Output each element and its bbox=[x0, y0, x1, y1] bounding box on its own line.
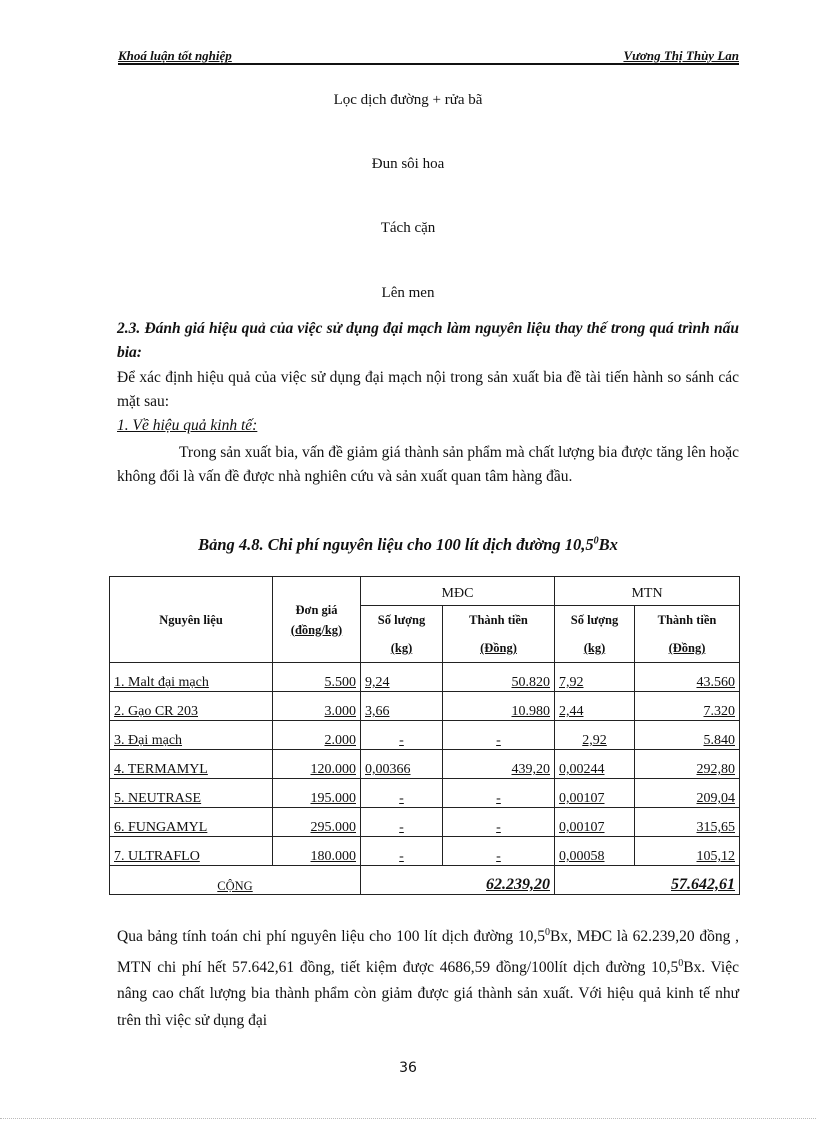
cell-price: 195.000 bbox=[273, 779, 361, 808]
col-qty-label: Số lượng bbox=[570, 613, 619, 627]
subheading: 1. Về hiệu quả kinh tế: bbox=[117, 417, 258, 434]
section-paragraph: Trong sản xuất bia, vấn đề giảm giá thành sản phẩm mà chất lượng bia được tăng lên hoặc không đổi là vấn đề được nhà nghiên cứu và sản xuất quan tâm hàng đầu. bbox=[117, 444, 739, 485]
table-row bbox=[110, 750, 740, 779]
group-mtn: MTN bbox=[555, 577, 740, 606]
header-right: Vương Thị Thùy Lan bbox=[623, 48, 739, 63]
caption-main: Bảng 4.8. Chi phí nguyên liệu cho 100 lít dịch đường 10,5 bbox=[198, 535, 594, 554]
cell-qty-mtn: 0,00107 bbox=[555, 779, 635, 808]
caption-unit: Bx bbox=[598, 535, 618, 554]
col-qty-unit: (kg) bbox=[390, 641, 413, 655]
cell-qty-mdc: 3,66 bbox=[361, 692, 443, 721]
col-qty-1 bbox=[361, 606, 443, 663]
cell-price: 295.000 bbox=[273, 808, 361, 837]
flow-step: Lên men bbox=[381, 285, 435, 301]
conclusion-sup-2: 0 bbox=[678, 957, 684, 969]
col-amount-1 bbox=[443, 606, 555, 663]
total-mdc: 62.239,20 bbox=[361, 866, 555, 895]
table-row bbox=[110, 692, 740, 721]
cell-amount-mtn: 105,12 bbox=[635, 837, 740, 866]
cell-price: 120.000 bbox=[273, 750, 361, 779]
cell-price: 5.500 bbox=[273, 663, 361, 692]
cell-amount-mdc: - bbox=[443, 721, 555, 750]
cell-amount-mtn: 5.840 bbox=[635, 721, 740, 750]
cell-qty-mtn: 2,44 bbox=[555, 692, 635, 721]
cell-name: 4. TERMAMYL bbox=[110, 750, 273, 779]
flow-step: Lọc dịch đường + rửa bã bbox=[333, 92, 483, 108]
col-unit-price bbox=[273, 577, 361, 663]
table-row bbox=[110, 663, 740, 692]
cell-amount-mdc: - bbox=[443, 808, 555, 837]
table-row bbox=[110, 808, 740, 837]
col-qty-2 bbox=[555, 606, 635, 663]
cell-qty-mtn: 7,92 bbox=[555, 663, 635, 692]
table-caption bbox=[0, 535, 816, 555]
col-amount-label: Thành tiền bbox=[657, 613, 717, 627]
col-material: Nguyên liệu bbox=[110, 577, 273, 663]
cell-price: 180.000 bbox=[273, 837, 361, 866]
col-qty-label: Số lượng bbox=[377, 613, 426, 627]
cell-amount-mtn: 315,65 bbox=[635, 808, 740, 837]
conclusion-part-3: Bx. Việc nâng cao chất lượng bia thành phẩm còn giảm được giá thành sản xuất. Với hiệu quả kinh tế như trên thì việc sử dụng đại bbox=[117, 958, 739, 1029]
cell-name: 5. NEUTRASE bbox=[110, 779, 273, 808]
table-row bbox=[110, 721, 740, 750]
table-row bbox=[110, 779, 740, 808]
cell-name: 1. Malt đại mạch bbox=[110, 663, 273, 692]
cell-qty-mtn: 0,00244 bbox=[555, 750, 635, 779]
cell-amount-mtn: 292,80 bbox=[635, 750, 740, 779]
col-unit-price-label: Đơn giá bbox=[295, 602, 338, 617]
conclusion-paragraph bbox=[117, 920, 739, 1034]
caption-sup: 0 bbox=[593, 535, 599, 547]
conclusion-part-1: Qua bảng tính toán chi phí nguyên liệu cho 100 lít dịch đường 10,5 bbox=[117, 928, 546, 946]
header-left: Khoá luận tốt nghiệp bbox=[118, 48, 232, 63]
cell-qty-mtn: 0,00058 bbox=[555, 837, 635, 866]
col-amount-label: Thành tiền bbox=[469, 613, 528, 627]
col-amount-unit: (Đồng) bbox=[480, 641, 517, 655]
cell-qty-mdc: - bbox=[361, 808, 443, 837]
cell-qty-mdc: - bbox=[361, 779, 443, 808]
cost-table bbox=[109, 576, 740, 895]
cell-qty-mtn: 0,00107 bbox=[555, 808, 635, 837]
cell-amount-mtn: 43.560 bbox=[635, 663, 740, 692]
cell-qty-mdc: 0,00366 bbox=[361, 750, 443, 779]
footer-rule bbox=[0, 1118, 816, 1120]
flow-step: Tách cặn bbox=[380, 220, 436, 236]
col-qty-unit: (kg) bbox=[583, 641, 606, 655]
cell-qty-mdc: - bbox=[361, 837, 443, 866]
cell-qty-mdc: 9,24 bbox=[361, 663, 443, 692]
cell-qty-mtn: 2,92 bbox=[555, 721, 635, 750]
conclusion-sup-1: 0 bbox=[545, 927, 551, 938]
section-heading: 2.3. Đánh giá hiệu quả của việc sử dụng đại mạch làm nguyên liệu thay thế trong quá trình nấu bia: bbox=[117, 320, 739, 361]
cell-amount-mtn: 209,04 bbox=[635, 779, 740, 808]
col-amount-unit: (Đồng) bbox=[668, 641, 706, 655]
group-mdc: MĐC bbox=[361, 577, 555, 606]
header-rule bbox=[118, 63, 739, 65]
cell-amount-mdc: - bbox=[443, 837, 555, 866]
conclusion-part-2: Bx, MĐC là 62.239,20 đồng , MTN chi phí hết 57.642,61 đồng, tiết kiệm được 4686,59 đồng/100lít dịch đường 10,5 bbox=[117, 928, 740, 976]
col-amount-2 bbox=[635, 606, 740, 663]
page-number: 36 bbox=[399, 1060, 417, 1076]
cell-name: 3. Đại mạch bbox=[110, 721, 273, 750]
cell-name: 2. Gạo CR 203 bbox=[110, 692, 273, 721]
cell-amount-mdc: 50.820 bbox=[443, 663, 555, 692]
cell-amount-mdc: - bbox=[443, 779, 555, 808]
col-unit-price-unit: (đồng/kg) bbox=[290, 622, 343, 637]
cell-amount-mtn: 7.320 bbox=[635, 692, 740, 721]
cell-amount-mdc: 10.980 bbox=[443, 692, 555, 721]
cell-name: 6. FUNGAMYL bbox=[110, 808, 273, 837]
cell-price: 3.000 bbox=[273, 692, 361, 721]
cell-name: 7. ULTRAFLO bbox=[110, 837, 273, 866]
cell-qty-mdc: - bbox=[361, 721, 443, 750]
cell-price: 2.000 bbox=[273, 721, 361, 750]
table-row bbox=[110, 837, 740, 866]
cell-amount-mdc: 439,20 bbox=[443, 750, 555, 779]
total-label: CỘNG bbox=[110, 866, 361, 895]
section-intro: Để xác định hiệu quả của việc sử dụng đại mạch nội trong sản xuất bia đề tài tiến hành so sánh các mặt sau: bbox=[117, 369, 739, 410]
flow-step: Đun sôi hoa bbox=[371, 156, 445, 172]
total-row bbox=[110, 866, 740, 895]
total-mtn: 57.642,61 bbox=[555, 866, 740, 895]
